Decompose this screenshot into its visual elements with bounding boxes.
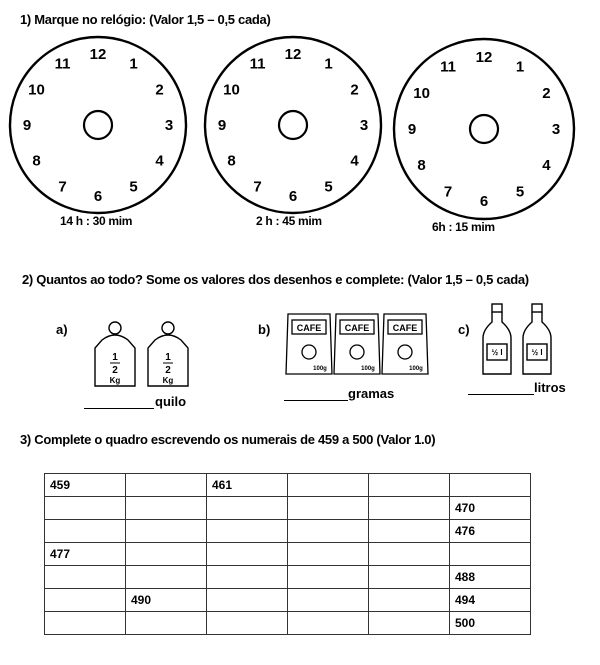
table-cell: 488 bbox=[450, 566, 531, 589]
clock-1-number: 4 bbox=[155, 152, 164, 170]
clock-1-number: 11 bbox=[54, 55, 71, 73]
clock-1-number: 3 bbox=[164, 117, 174, 134]
clock-1-number: 9 bbox=[22, 117, 32, 134]
coffee-1-weight: 100g bbox=[313, 366, 327, 372]
table-cell[interactable] bbox=[126, 497, 207, 520]
clock-1-number: 10 bbox=[28, 81, 45, 99]
table-cell[interactable] bbox=[450, 543, 531, 566]
q1-title: 1) Marque no relógio: (Valor 1,5 – 0,5 cada) bbox=[20, 12, 271, 27]
clock-1-number: 2 bbox=[155, 81, 164, 99]
table-cell[interactable] bbox=[45, 612, 126, 635]
clock-3-number: 9 bbox=[407, 121, 417, 138]
clock-3-number: 7 bbox=[443, 183, 453, 201]
table-cell[interactable] bbox=[207, 566, 288, 589]
clock-3[interactable] bbox=[394, 39, 574, 219]
table-cell: 476 bbox=[450, 520, 531, 543]
clock-3-number: 10 bbox=[413, 85, 430, 102]
clock-1-number: 12 bbox=[89, 46, 107, 63]
table-cell[interactable] bbox=[126, 566, 207, 589]
table-cell[interactable] bbox=[207, 543, 288, 566]
table-cell[interactable] bbox=[207, 497, 288, 520]
table-row bbox=[45, 612, 531, 635]
table-cell[interactable] bbox=[288, 543, 369, 566]
weight-1-unit: Kg bbox=[109, 376, 121, 385]
clock-2-number: 8 bbox=[227, 152, 236, 170]
clock-2-number: 4 bbox=[350, 152, 359, 170]
weight-2-num: 1 bbox=[165, 352, 171, 363]
table-cell: 470 bbox=[450, 497, 531, 520]
clock-2-face bbox=[205, 37, 381, 213]
bottles-image bbox=[478, 300, 568, 380]
table-cell[interactable] bbox=[288, 589, 369, 612]
table-cell[interactable] bbox=[288, 520, 369, 543]
weight-2-unit: Kg bbox=[162, 376, 174, 385]
table-cell[interactable] bbox=[126, 612, 207, 635]
clock-1-center bbox=[84, 111, 112, 139]
table-cell[interactable] bbox=[288, 474, 369, 497]
table-row bbox=[45, 474, 531, 497]
clock-2-number: 9 bbox=[217, 117, 227, 134]
answer-c-blank[interactable] bbox=[468, 394, 534, 395]
clock-2[interactable] bbox=[205, 37, 381, 213]
table-cell[interactable] bbox=[207, 520, 288, 543]
clock-2-center bbox=[279, 111, 307, 139]
coffee-3-weight: 100g bbox=[409, 366, 423, 372]
coffee-1-label: CAFE bbox=[296, 323, 322, 333]
table-cell[interactable] bbox=[45, 520, 126, 543]
table-cell[interactable] bbox=[288, 497, 369, 520]
table-cell[interactable] bbox=[207, 589, 288, 612]
table-cell[interactable] bbox=[369, 474, 450, 497]
clock-1-number: 7 bbox=[58, 178, 67, 196]
weight-1-den: 2 bbox=[112, 365, 118, 376]
clock-3-number: 3 bbox=[551, 121, 561, 138]
table-cell: 494 bbox=[450, 589, 531, 612]
clock-2-time: 2 h : 45 mim bbox=[256, 214, 322, 228]
clock-1-number: 8 bbox=[32, 152, 41, 170]
table-cell[interactable] bbox=[288, 612, 369, 635]
table-cell: 477 bbox=[45, 543, 126, 566]
table-row bbox=[45, 589, 531, 612]
coffee-3-label: CAFE bbox=[392, 323, 418, 333]
table-cell[interactable] bbox=[369, 566, 450, 589]
clock-1-number: 6 bbox=[93, 188, 103, 205]
clock-3-number: 1 bbox=[515, 58, 525, 76]
clock-2-number: 11 bbox=[249, 55, 266, 73]
item-c-letter: c) bbox=[458, 322, 470, 337]
table-cell: 490 bbox=[126, 589, 207, 612]
table-cell[interactable] bbox=[369, 612, 450, 635]
clock-3-number: 2 bbox=[542, 85, 551, 102]
clock-3-number: 5 bbox=[515, 183, 525, 201]
table-cell[interactable] bbox=[45, 566, 126, 589]
clock-2-number: 12 bbox=[284, 46, 302, 63]
table-row bbox=[45, 566, 531, 589]
table-cell[interactable] bbox=[207, 612, 288, 635]
clock-2-number: 3 bbox=[359, 117, 369, 134]
table-cell[interactable] bbox=[450, 474, 531, 497]
weight-1-num: 1 bbox=[112, 352, 118, 363]
table-cell: 461 bbox=[207, 474, 288, 497]
item-a-letter: a) bbox=[56, 322, 68, 337]
item-b-letter: b) bbox=[258, 322, 271, 337]
clock-2-number: 6 bbox=[288, 188, 298, 205]
q3-title: 3) Complete o quadro escrevendo os numerais de 459 a 500 (Valor 1.0) bbox=[20, 432, 436, 447]
table-row bbox=[45, 543, 531, 566]
table-cell[interactable] bbox=[126, 543, 207, 566]
bottle-1-label: ½ l bbox=[491, 348, 503, 357]
table-cell[interactable] bbox=[369, 589, 450, 612]
clock-3-number: 11 bbox=[440, 58, 456, 76]
clock-3-number: 6 bbox=[479, 193, 489, 210]
clock-2-number: 2 bbox=[350, 81, 359, 99]
table-cell[interactable] bbox=[369, 520, 450, 543]
table-cell[interactable] bbox=[369, 497, 450, 520]
clock-2-number: 1 bbox=[324, 55, 333, 73]
table-cell[interactable] bbox=[45, 497, 126, 520]
answer-c-unit: litros bbox=[534, 380, 566, 395]
coffee-2-weight: 100g bbox=[361, 366, 375, 372]
clock-1-face bbox=[10, 37, 186, 213]
table-row bbox=[45, 520, 531, 543]
clock-3-time: 6h : 15 mim bbox=[432, 220, 495, 234]
clocks-area bbox=[0, 30, 600, 230]
clock-3-number: 4 bbox=[542, 157, 551, 174]
coffee-2-label: CAFE bbox=[344, 323, 370, 333]
numbers-table bbox=[44, 473, 531, 635]
clock-2-number: 10 bbox=[223, 81, 240, 99]
clock-1-number: 1 bbox=[129, 55, 138, 73]
clock-3-number: 8 bbox=[417, 157, 426, 174]
clock-2-number: 7 bbox=[253, 178, 262, 196]
table-cell[interactable] bbox=[126, 520, 207, 543]
weights-image bbox=[88, 318, 198, 398]
answer-a-unit: quilo bbox=[155, 394, 187, 409]
clock-2-number: 5 bbox=[324, 178, 333, 196]
table-cell[interactable] bbox=[45, 589, 126, 612]
table-cell: 459 bbox=[45, 474, 126, 497]
table-cell: 500 bbox=[450, 612, 531, 635]
clock-1-number: 5 bbox=[129, 178, 138, 196]
answer-b-blank[interactable] bbox=[284, 400, 348, 401]
bottle-2-label: ½ l bbox=[531, 348, 543, 357]
clock-1[interactable] bbox=[10, 37, 186, 213]
table-row bbox=[45, 497, 531, 520]
coffee-packs-image bbox=[284, 308, 434, 380]
clock-3-face bbox=[394, 39, 574, 219]
clock-3-number: 12 bbox=[475, 49, 493, 66]
table-cell[interactable] bbox=[126, 474, 207, 497]
table-cell[interactable] bbox=[288, 566, 369, 589]
table-cell[interactable] bbox=[369, 543, 450, 566]
clock-3-center bbox=[470, 115, 498, 143]
clock-1-time: 14 h : 30 mim bbox=[60, 214, 133, 228]
answer-a-blank[interactable] bbox=[84, 408, 154, 409]
q2-title: 2) Quantos ao todo? Some os valores dos desenhos e complete: (Valor 1,5 – 0,5 cada) bbox=[22, 272, 529, 287]
answer-b-unit: gramas bbox=[348, 386, 395, 401]
weight-2-den: 2 bbox=[165, 365, 171, 376]
